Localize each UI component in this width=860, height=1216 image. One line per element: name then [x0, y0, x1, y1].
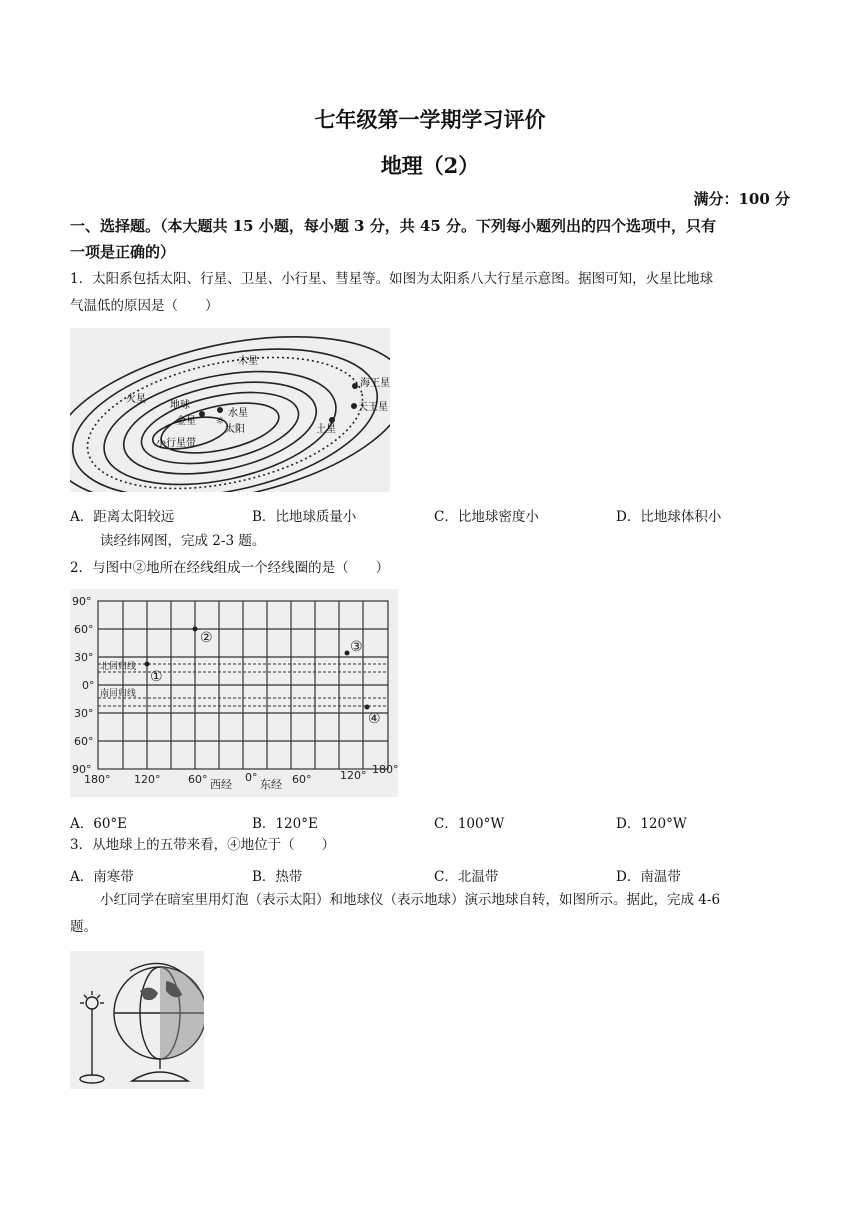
q3-stem: 3．从地球上的五带来看，④地位于（ ）	[70, 837, 336, 853]
lon-180w: 180°	[84, 773, 111, 786]
intro-q4-q6-line2: 题。	[70, 919, 97, 935]
lat-30s: 30°	[74, 707, 94, 720]
label-tropic-capricorn: 南回归线	[100, 689, 137, 699]
lon-120w: 120°	[134, 773, 161, 786]
label-saturn: 土星	[316, 424, 336, 435]
q2-stem: 2．与图中②地所在经线组成一个经线圈的是（ ）	[70, 560, 390, 576]
lat-30n: 30°	[74, 651, 94, 664]
q2-option-d[interactable]: D．120°W	[616, 816, 687, 832]
q3-option-a[interactable]: A．南寒带	[70, 869, 134, 885]
lat-90n: 90°	[72, 595, 92, 608]
exam-subtitle: 地理（2）	[380, 153, 480, 178]
label-mercury: 水星	[228, 408, 248, 419]
q2-option-b[interactable]: B．120°E	[252, 816, 318, 832]
q1-option-a[interactable]: A．距离太阳较远	[70, 509, 175, 525]
label-earth: 地球	[170, 400, 190, 411]
lon-60w: 60°	[188, 773, 208, 786]
label-uranus: 天王星	[358, 402, 388, 413]
lon-120e: 120°	[340, 769, 367, 782]
lat-60n: 60°	[74, 623, 94, 636]
lat-0: 0°	[82, 679, 95, 692]
section-heading-line1: 一、选择题。（本大题共 15 小题，每小题 3 分，共 45 分。下列每小题列出的四个选项中，只有	[70, 217, 717, 235]
label-venus: 金星	[176, 416, 196, 427]
section-heading-line2: 一项是正确的）	[70, 243, 176, 261]
point-4: ④	[368, 711, 381, 727]
lon-60e: 60°	[292, 773, 312, 786]
lat-lon-grid-figure	[70, 589, 398, 797]
point-3: ③	[350, 639, 363, 655]
lat-90s: 90°	[72, 763, 92, 776]
q3-option-d[interactable]: D．南温带	[616, 869, 681, 885]
exam-title: 七年级第一学期学习评价	[314, 107, 546, 132]
q3-option-b[interactable]: B．热带	[252, 869, 303, 885]
label-east-longitude: 东经	[260, 778, 282, 791]
q1-option-d[interactable]: D．比地球体积小	[616, 509, 722, 525]
q2-option-c[interactable]: C．100°W	[434, 816, 505, 832]
label-asteroid-belt: 小行星带	[156, 438, 196, 449]
solar-system-figure	[70, 328, 390, 492]
point-1: ①	[150, 669, 163, 685]
q1-option-c[interactable]: C．比地球密度小	[434, 509, 539, 525]
label-jupiter: 木星	[238, 356, 258, 367]
sun-icon: ☼	[215, 416, 225, 427]
label-tropic-cancer: 北回归线	[100, 662, 137, 672]
lon-0: 0°	[245, 771, 258, 784]
q3-option-c[interactable]: C．北温带	[434, 869, 499, 885]
point-2: ②	[200, 630, 213, 646]
intro-q2-q3: 读经纬网图，完成 2-3 题。	[100, 533, 266, 549]
label-neptune: 海王星	[360, 378, 390, 389]
q1-option-b[interactable]: B．比地球质量小	[252, 509, 357, 525]
intro-q4-q6-line1: 小红同学在暗室里用灯泡（表示太阳）和地球仪（表示地球）演示地球自转，如图所示。据此，完成 4-6	[100, 892, 721, 908]
full-score: 满分：100 分	[693, 190, 790, 208]
q2-option-a[interactable]: A．60°E	[70, 816, 128, 832]
lon-180e: 180°	[372, 763, 398, 776]
lamp-globe-figure	[70, 951, 204, 1089]
q1-stem-line1: 1．太阳系包括太阳、行星、卫星、小行星、彗星等。如图为太阳系八大行星示意图。据图可知，火星比地球	[70, 271, 714, 287]
q1-stem-line2: 气温低的原因是（ ）	[70, 298, 219, 314]
label-west-longitude: 西经	[210, 778, 232, 791]
label-mars: 火星	[126, 394, 146, 405]
lat-60s: 60°	[74, 735, 94, 748]
label-sun: 太阳	[225, 424, 245, 435]
